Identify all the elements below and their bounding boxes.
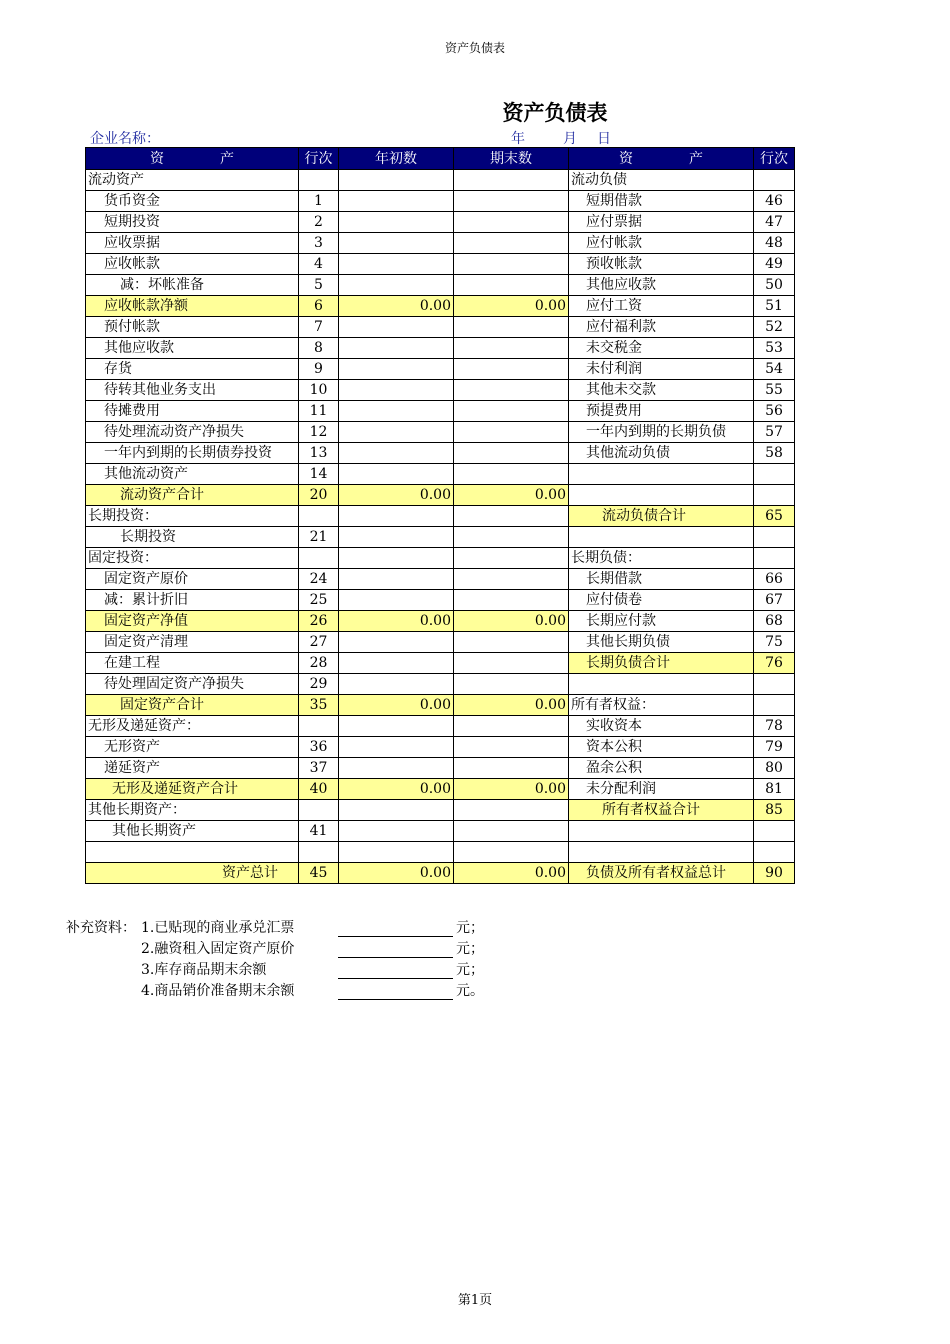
table-row <box>86 737 795 758</box>
asset-item: 其他流动资产 <box>86 464 299 485</box>
supplement-item <box>66 960 486 981</box>
begin-amount <box>339 191 454 212</box>
begin-amount <box>339 212 454 233</box>
liability-item: 流动负债合计 <box>569 506 754 527</box>
table-row <box>86 863 795 884</box>
asset-line-no: 41 <box>299 821 339 842</box>
asset-line-no <box>299 716 339 737</box>
liability-item: 未分配利润 <box>569 779 754 800</box>
table-row <box>86 716 795 737</box>
liability-item: 长期借款 <box>569 569 754 590</box>
asset-line-no: 40 <box>299 779 339 800</box>
supplement-item-text: 2.融资租入固定资产原价 <box>141 941 295 957</box>
asset-item: 流动资产合计 <box>86 485 299 506</box>
supplement-blank-line[interactable] <box>338 960 453 979</box>
begin-amount <box>339 653 454 674</box>
liability-item: 其他应收款 <box>569 275 754 296</box>
liability-line-no: 48 <box>754 233 795 254</box>
liability-item: 未付利润 <box>569 359 754 380</box>
end-amount: 0.00 <box>454 695 569 716</box>
table-row <box>86 464 795 485</box>
begin-amount <box>339 464 454 485</box>
liability-line-no: 81 <box>754 779 795 800</box>
end-amount <box>454 275 569 296</box>
begin-amount <box>339 506 454 527</box>
supplement-item <box>66 981 486 1002</box>
asset-item: 固定投资： <box>86 548 299 569</box>
asset-item: 应收帐款 <box>86 254 299 275</box>
asset-item: 在建工程 <box>86 653 299 674</box>
balance-sheet-table <box>85 147 795 884</box>
begin-amount <box>339 821 454 842</box>
supplement-item <box>66 918 486 939</box>
liability-item: 应付工资 <box>569 296 754 317</box>
liability-line-no: 90 <box>754 863 795 884</box>
liability-line-no: 46 <box>754 191 795 212</box>
table-row <box>86 401 795 422</box>
liability-item <box>569 674 754 695</box>
end-amount <box>454 527 569 548</box>
liability-line-no: 76 <box>754 653 795 674</box>
asset-line-no: 20 <box>299 485 339 506</box>
table-row <box>86 170 795 191</box>
end-amount <box>454 422 569 443</box>
company-label: 企业名称： <box>90 131 160 147</box>
asset-line-no: 25 <box>299 590 339 611</box>
end-amount <box>454 464 569 485</box>
liability-item: 应付票据 <box>569 212 754 233</box>
asset-item: 其他长期资产 <box>86 821 299 842</box>
table-row <box>86 422 795 443</box>
asset-item: 其他应收款 <box>86 338 299 359</box>
table-row <box>86 506 795 527</box>
begin-amount <box>339 422 454 443</box>
supplement-unit: 元； <box>456 941 484 957</box>
liability-item <box>569 527 754 548</box>
table-row <box>86 695 795 716</box>
liability-line-no <box>754 548 795 569</box>
table-row <box>86 821 795 842</box>
begin-amount <box>339 737 454 758</box>
asset-item: 应收帐款净额 <box>86 296 299 317</box>
asset-line-no: 1 <box>299 191 339 212</box>
asset-line-no: 11 <box>299 401 339 422</box>
liability-item: 流动负债 <box>569 170 754 191</box>
liability-item <box>569 464 754 485</box>
end-amount <box>454 338 569 359</box>
date-day: 日 <box>597 131 611 147</box>
table-header-row <box>86 148 795 170</box>
end-amount <box>454 317 569 338</box>
begin-amount: 0.00 <box>339 695 454 716</box>
liability-line-no: 75 <box>754 632 795 653</box>
asset-line-no <box>299 170 339 191</box>
header-line-no-2: 行次 <box>754 148 795 170</box>
supplement-unit: 元； <box>456 962 484 978</box>
liability-line-no: 67 <box>754 590 795 611</box>
table-row <box>86 338 795 359</box>
asset-line-no: 35 <box>299 695 339 716</box>
liability-line-no: 50 <box>754 275 795 296</box>
liability-item: 应付债卷 <box>569 590 754 611</box>
asset-item: 一年内到期的长期债券投资 <box>86 443 299 464</box>
asset-line-no <box>299 548 339 569</box>
asset-item: 固定资产净值 <box>86 611 299 632</box>
asset-line-no <box>299 842 339 863</box>
liability-item: 其他流动负债 <box>569 443 754 464</box>
asset-item: 长期投资 <box>86 527 299 548</box>
end-amount <box>454 821 569 842</box>
liability-item <box>569 821 754 842</box>
asset-item: 短期投资 <box>86 212 299 233</box>
begin-amount <box>339 254 454 275</box>
begin-amount: 0.00 <box>339 611 454 632</box>
end-amount: 0.00 <box>454 611 569 632</box>
liability-item: 长期应付款 <box>569 611 754 632</box>
table-row <box>86 653 795 674</box>
asset-line-no: 28 <box>299 653 339 674</box>
asset-item: 待处理固定资产净损失 <box>86 674 299 695</box>
asset-line-no: 29 <box>299 674 339 695</box>
table-row <box>86 359 795 380</box>
asset-line-no: 7 <box>299 317 339 338</box>
end-amount <box>454 254 569 275</box>
asset-item: 应收票据 <box>86 233 299 254</box>
asset-item: 资产总计 <box>86 863 299 884</box>
liability-line-no <box>754 842 795 863</box>
begin-amount <box>339 548 454 569</box>
liability-item: 应付帐款 <box>569 233 754 254</box>
end-amount <box>454 212 569 233</box>
asset-item: 减：累计折旧 <box>86 590 299 611</box>
liability-item <box>569 485 754 506</box>
table-row <box>86 317 795 338</box>
liability-line-no <box>754 527 795 548</box>
liability-item: 长期负债合计 <box>569 653 754 674</box>
liability-line-no <box>754 464 795 485</box>
begin-amount: 0.00 <box>339 863 454 884</box>
end-amount <box>454 758 569 779</box>
liability-line-no: 68 <box>754 611 795 632</box>
asset-item <box>86 842 299 863</box>
liability-line-no: 80 <box>754 758 795 779</box>
liability-item: 资本公积 <box>569 737 754 758</box>
supplement-unit: 元。 <box>456 983 484 999</box>
begin-amount <box>339 758 454 779</box>
end-amount <box>454 170 569 191</box>
liability-line-no: 52 <box>754 317 795 338</box>
end-amount <box>454 191 569 212</box>
begin-amount <box>339 800 454 821</box>
liability-line-no: 47 <box>754 212 795 233</box>
table-row <box>86 611 795 632</box>
liability-line-no: 53 <box>754 338 795 359</box>
end-amount <box>454 737 569 758</box>
end-amount <box>454 632 569 653</box>
asset-line-no: 26 <box>299 611 339 632</box>
table-row <box>86 527 795 548</box>
date-month: 月 <box>563 131 577 147</box>
asset-line-no: 2 <box>299 212 339 233</box>
liability-line-no: 56 <box>754 401 795 422</box>
end-amount <box>454 359 569 380</box>
asset-line-no: 13 <box>299 443 339 464</box>
liability-line-no: 55 <box>754 380 795 401</box>
asset-item: 存货 <box>86 359 299 380</box>
page-title: 资产负债表 <box>502 101 608 125</box>
table-row <box>86 674 795 695</box>
begin-amount <box>339 401 454 422</box>
begin-amount <box>339 338 454 359</box>
table-row <box>86 254 795 275</box>
liability-item: 长期负债： <box>569 548 754 569</box>
asset-item: 无形及递延资产： <box>86 716 299 737</box>
asset-line-no <box>299 800 339 821</box>
end-amount <box>454 590 569 611</box>
liability-line-no: 65 <box>754 506 795 527</box>
asset-item: 固定资产合计 <box>86 695 299 716</box>
liability-line-no: 49 <box>754 254 795 275</box>
table-row <box>86 212 795 233</box>
asset-line-no: 6 <box>299 296 339 317</box>
table-row <box>86 443 795 464</box>
asset-item: 减：坏帐准备 <box>86 275 299 296</box>
page-footer: 第1页 <box>457 1293 493 1308</box>
asset-line-no: 27 <box>299 632 339 653</box>
table-row <box>86 758 795 779</box>
liability-line-no: 85 <box>754 800 795 821</box>
asset-item: 流动资产 <box>86 170 299 191</box>
liability-item: 所有者权益合计 <box>569 800 754 821</box>
asset-item: 待转其他业务支出 <box>86 380 299 401</box>
asset-line-no: 5 <box>299 275 339 296</box>
begin-amount <box>339 842 454 863</box>
supplement-blank-line[interactable] <box>338 981 453 1000</box>
end-amount <box>454 569 569 590</box>
end-amount: 0.00 <box>454 296 569 317</box>
liability-line-no: 66 <box>754 569 795 590</box>
liability-line-no <box>754 170 795 191</box>
asset-line-no: 4 <box>299 254 339 275</box>
table-row <box>86 590 795 611</box>
liability-line-no <box>754 821 795 842</box>
end-amount: 0.00 <box>454 779 569 800</box>
asset-item: 待摊费用 <box>86 401 299 422</box>
asset-line-no: 9 <box>299 359 339 380</box>
end-amount <box>454 380 569 401</box>
asset-item: 预付帐款 <box>86 317 299 338</box>
liability-line-no: 58 <box>754 443 795 464</box>
table-row <box>86 485 795 506</box>
table-row <box>86 296 795 317</box>
liability-item: 一年内到期的长期负债 <box>569 422 754 443</box>
end-amount: 0.00 <box>454 863 569 884</box>
asset-item: 固定资产原价 <box>86 569 299 590</box>
asset-item: 递延资产 <box>86 758 299 779</box>
begin-amount <box>339 632 454 653</box>
asset-item: 无形及递延资产合计 <box>86 779 299 800</box>
liability-item: 预收帐款 <box>569 254 754 275</box>
date-year: 年 <box>511 131 525 147</box>
header-end: 期末数 <box>454 148 569 170</box>
end-amount <box>454 401 569 422</box>
asset-line-no: 24 <box>299 569 339 590</box>
liability-line-no <box>754 485 795 506</box>
asset-line-no: 12 <box>299 422 339 443</box>
supplement-item-text: 1.已贴现的商业承兑汇票 <box>141 920 295 936</box>
end-amount: 0.00 <box>454 485 569 506</box>
asset-item: 固定资产清理 <box>86 632 299 653</box>
asset-item: 其他长期资产： <box>86 800 299 821</box>
end-amount <box>454 800 569 821</box>
asset-line-no: 8 <box>299 338 339 359</box>
supplement-blank-line[interactable] <box>338 918 453 937</box>
asset-line-no: 14 <box>299 464 339 485</box>
header-asset: 资 产 <box>86 148 299 170</box>
begin-amount <box>339 317 454 338</box>
table-row <box>86 380 795 401</box>
asset-line-no <box>299 506 339 527</box>
asset-line-no: 10 <box>299 380 339 401</box>
asset-item: 待处理流动资产净损失 <box>86 422 299 443</box>
asset-line-no: 36 <box>299 737 339 758</box>
table-row <box>86 275 795 296</box>
asset-line-no: 37 <box>299 758 339 779</box>
liability-line-no: 51 <box>754 296 795 317</box>
liability-item: 应付福利款 <box>569 317 754 338</box>
begin-amount <box>339 380 454 401</box>
table-row <box>86 233 795 254</box>
supplement-item-text: 3.库存商品期末余额 <box>141 962 267 978</box>
end-amount <box>454 842 569 863</box>
begin-amount <box>339 359 454 380</box>
liability-item: 其他未交款 <box>569 380 754 401</box>
table-row <box>86 842 795 863</box>
begin-amount <box>339 716 454 737</box>
liability-item <box>569 842 754 863</box>
supplement-blank-line[interactable] <box>338 939 453 958</box>
liability-item: 实收资本 <box>569 716 754 737</box>
end-amount <box>454 716 569 737</box>
liability-line-no: 54 <box>754 359 795 380</box>
end-amount <box>454 443 569 464</box>
liability-line-no <box>754 695 795 716</box>
begin-amount: 0.00 <box>339 779 454 800</box>
begin-amount: 0.00 <box>339 485 454 506</box>
end-amount <box>454 506 569 527</box>
end-amount <box>454 548 569 569</box>
begin-amount <box>339 233 454 254</box>
header-line-no: 行次 <box>299 148 339 170</box>
asset-item: 长期投资： <box>86 506 299 527</box>
end-amount <box>454 653 569 674</box>
header-liability: 资 产 <box>569 148 754 170</box>
begin-amount: 0.00 <box>339 296 454 317</box>
table-row <box>86 548 795 569</box>
table-row <box>86 779 795 800</box>
liability-item: 负债及所有者权益总计 <box>569 863 754 884</box>
page-header: 资产负债表 <box>444 41 505 55</box>
begin-amount <box>339 674 454 695</box>
begin-amount <box>339 569 454 590</box>
end-amount <box>454 674 569 695</box>
liability-line-no: 78 <box>754 716 795 737</box>
liability-item: 未交税金 <box>569 338 754 359</box>
liability-line-no: 79 <box>754 737 795 758</box>
begin-amount <box>339 527 454 548</box>
header-begin: 年初数 <box>339 148 454 170</box>
liability-item: 盈余公积 <box>569 758 754 779</box>
asset-item: 无形资产 <box>86 737 299 758</box>
liability-line-no: 57 <box>754 422 795 443</box>
begin-amount <box>339 170 454 191</box>
table-row <box>86 800 795 821</box>
liability-item: 其他长期负债 <box>569 632 754 653</box>
table-row <box>86 632 795 653</box>
supplement-label: 补充资料： <box>66 920 136 936</box>
end-amount <box>454 233 569 254</box>
asset-line-no: 21 <box>299 527 339 548</box>
begin-amount <box>339 443 454 464</box>
supplement-item <box>66 939 486 960</box>
asset-item: 货币资金 <box>86 191 299 212</box>
table-row <box>86 569 795 590</box>
begin-amount <box>339 590 454 611</box>
asset-line-no: 3 <box>299 233 339 254</box>
date-line <box>511 128 611 148</box>
liability-line-no <box>754 674 795 695</box>
asset-line-no: 45 <box>299 863 339 884</box>
begin-amount <box>339 275 454 296</box>
liability-item: 所有者权益： <box>569 695 754 716</box>
supplement-item-text: 4.商品销价准备期末余额 <box>141 983 295 999</box>
liability-item: 预提费用 <box>569 401 754 422</box>
table-row <box>86 191 795 212</box>
liability-item: 短期借款 <box>569 191 754 212</box>
supplement-unit: 元； <box>456 920 484 936</box>
